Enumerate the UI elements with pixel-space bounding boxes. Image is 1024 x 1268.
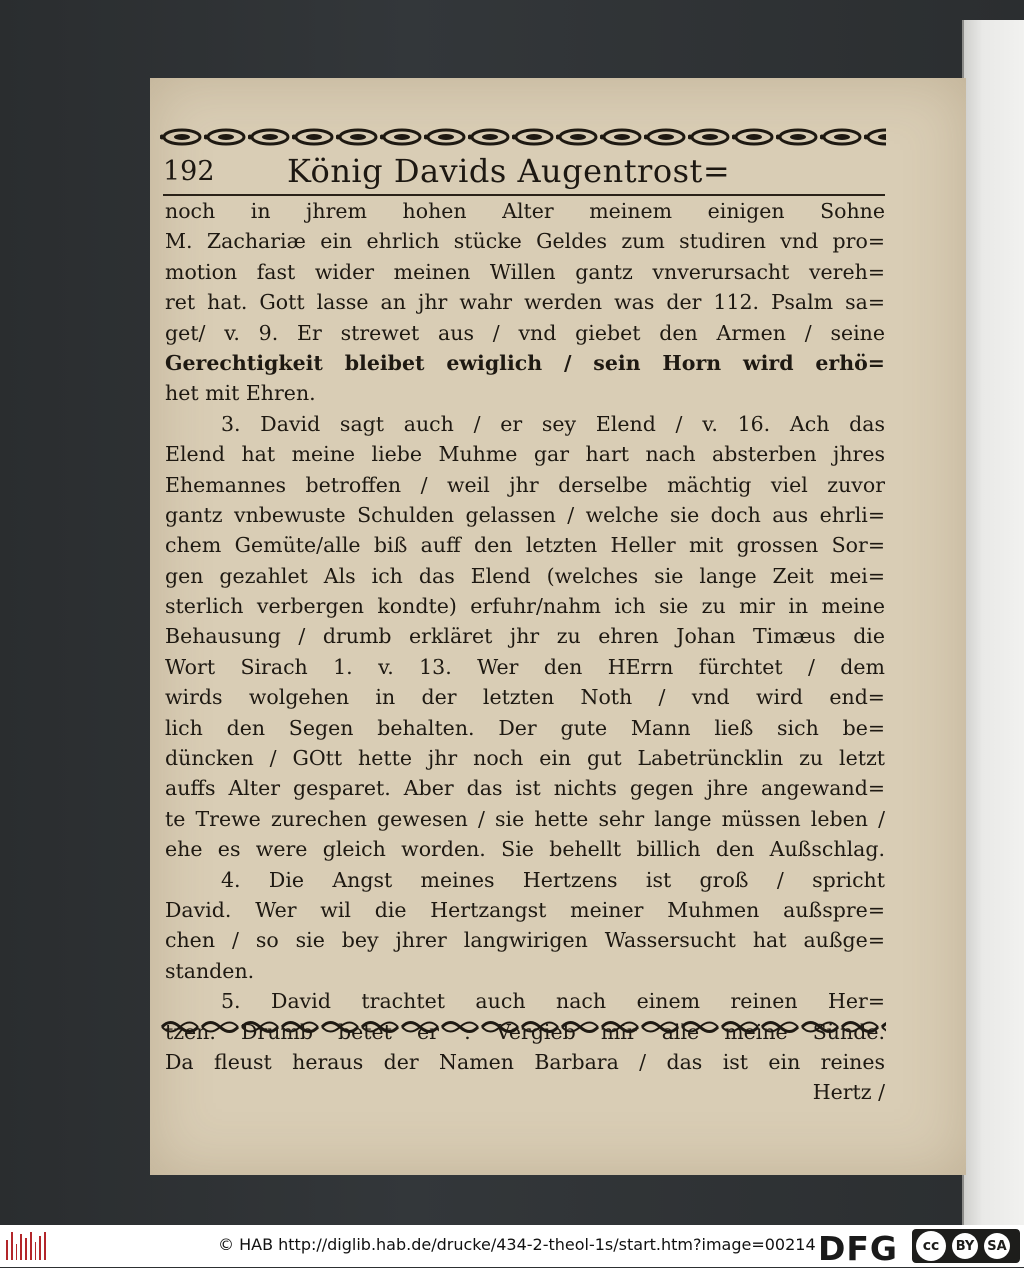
text-line: düncken / GOtt hette jhr noch ein gut Labetrüncklin zu letzt bbox=[165, 746, 885, 771]
adjacent-page-edge bbox=[962, 20, 1024, 1225]
sa-icon: SA bbox=[984, 1233, 1010, 1259]
text-line: noch in jhrem hohen Alter meinem einigen Sohne bbox=[165, 199, 885, 223]
page-number: 192 bbox=[163, 156, 215, 187]
cc-license-badge[interactable] bbox=[912, 1229, 1020, 1263]
running-head: König Davids Augentrost= bbox=[287, 152, 731, 190]
page-header bbox=[163, 150, 885, 196]
text-line: chen / so sie bey jhrer langwirigen Wassersucht hat außge= bbox=[165, 928, 885, 953]
text-line: get/ v. 9. Er strewet aus / vnd giebet den Armen / seine bbox=[165, 320, 885, 345]
body-text bbox=[165, 196, 885, 1108]
viewer-footer bbox=[0, 1225, 1024, 1267]
text-line: sterlich verbergen kondte) erfuhr/nahm ich sie zu mir in meine bbox=[165, 594, 885, 619]
text-line: 4. Die Angst meines Hertzens ist groß / spricht bbox=[221, 867, 885, 892]
cc-icon: cc bbox=[916, 1231, 946, 1261]
dfg-logo: DFG bbox=[818, 1229, 899, 1268]
text-line: 3. David sagt auch / er sey Elend / v. 16. Ach das bbox=[221, 411, 885, 436]
catchword: Hertz / bbox=[812, 1080, 885, 1105]
text-line: Behausung / drumb erkläret jhr zu ehren Johan Timæus die bbox=[165, 624, 885, 649]
bottom-ornament-border bbox=[160, 1016, 886, 1038]
text-line: Wort Sirach 1. v. 13. Wer den HErrn fürchtet / dem bbox=[165, 654, 885, 679]
text-line: David. Wer wil die Hertzangst meiner Muhmen außspre= bbox=[165, 897, 885, 922]
text-line: ehe es were gleich worden. Sie behellt billich den Außschlag. bbox=[165, 837, 885, 862]
text-line: gantz vnbewuste Schulden gelassen / welche sie doch aus ehrli= bbox=[165, 502, 885, 527]
text-line: lich den Segen behalten. Der gute Mann ließ sich be= bbox=[165, 715, 885, 740]
by-icon: BY bbox=[952, 1233, 978, 1259]
text-line: chem Gemüte/alle biß auff den letzten Heller mit grossen Sor= bbox=[165, 533, 885, 558]
text-line: wirds wolgehen in der letzten Noth / vnd wird end= bbox=[165, 685, 885, 710]
text-line: Da fleust heraus der Namen Barbara / das ist ein reines bbox=[165, 1049, 885, 1074]
text-line: ret hat. Gott lasse an jhr wahr werden was der 112. Psalm sa= bbox=[165, 290, 885, 315]
text-line: het mit Ehren. bbox=[165, 381, 316, 406]
copyright-link[interactable]: © HAB http://diglib.hab.de/drucke/434-2-theol-1s/start.htm?image=00214 bbox=[218, 1235, 816, 1254]
text-line: motion fast wider meinen Willen gantz vnverursacht vereh= bbox=[165, 259, 885, 284]
text-line: Elend hat meine liebe Muhme gar hart nach absterben jhres bbox=[165, 442, 885, 467]
text-line: standen. bbox=[165, 958, 255, 983]
text-line: 5. David trachtet auch nach einem reinen Her= bbox=[221, 989, 885, 1014]
ornament-icon bbox=[160, 1016, 886, 1038]
text-line: M. Zachariæ ein ehrlich stücke Geldes zum studiren vnd pro= bbox=[165, 229, 885, 254]
ornament-icon bbox=[160, 126, 886, 148]
hab-logo-icon bbox=[6, 1232, 46, 1260]
top-ornament-border bbox=[160, 126, 886, 148]
text-line: Ehemannes betroffen / weil jhr derselbe mächtig viel zuvor bbox=[165, 472, 885, 497]
text-line: auffs Alter gesparet. Aber das ist nichts gegen jhre angewand= bbox=[165, 776, 885, 801]
text-line: gen gezahlet Als ich das Elend (welches sie lange Zeit mei= bbox=[165, 563, 885, 588]
text-line: te Trewe zurechen gewesen / sie hette sehr lange müssen leben / bbox=[165, 806, 885, 831]
text-line: Gerechtigkeit bleibet ewiglich / sein Horn wird erhö= bbox=[165, 350, 885, 375]
